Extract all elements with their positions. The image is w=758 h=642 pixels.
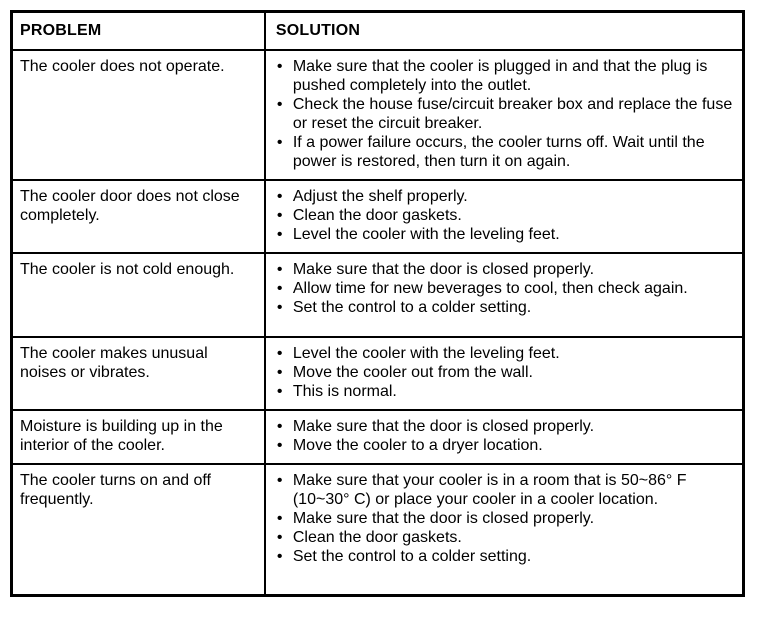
problem-text: The cooler does not operate. <box>20 58 225 75</box>
column-header-problem-label: PROBLEM <box>20 22 102 39</box>
problem-cell-content <box>13 181 264 244</box>
solution-cell-content <box>266 411 742 463</box>
solution-text: Move the cooler out from the wall. <box>292 364 533 381</box>
list-item <box>276 436 734 455</box>
solution-list <box>276 260 734 317</box>
list-item <box>276 547 734 566</box>
solution-text: Move the cooler to a dryer location. <box>292 437 543 454</box>
problem-cell <box>12 180 265 253</box>
solution-cell-content <box>266 51 742 179</box>
problem-cell <box>12 464 265 596</box>
solution-text: Level the cooler with the leveling feet. <box>292 226 560 243</box>
solution-text: Make sure that the door is closed properly. <box>292 261 595 278</box>
table-body <box>12 50 744 596</box>
solution-cell <box>265 464 744 596</box>
bullet-icon: • <box>276 226 283 243</box>
problem-cell <box>12 337 265 410</box>
solution-text: If a power failure occurs, the cooler turns off. Wait until the power is restored, then turn it on again. <box>292 134 705 170</box>
problem-text: The cooler door does not close completely. <box>20 188 240 224</box>
bullet-icon: • <box>276 510 283 527</box>
bullet-icon: • <box>276 299 283 316</box>
list-item <box>276 528 734 547</box>
table-row <box>12 180 744 253</box>
table-header-row <box>12 12 744 51</box>
list-item <box>276 279 734 298</box>
table-row <box>12 464 744 596</box>
list-item <box>276 471 734 509</box>
list-item <box>276 260 734 279</box>
bullet-icon: • <box>276 364 283 381</box>
solution-text: Level the cooler with the leveling feet. <box>292 345 560 362</box>
list-item <box>276 344 734 363</box>
solution-text: Adjust the shelf properly. <box>292 188 468 205</box>
troubleshooting-table <box>10 10 745 597</box>
list-item <box>276 509 734 528</box>
list-item <box>276 95 734 133</box>
solution-list <box>276 417 734 455</box>
solution-cell <box>265 337 744 410</box>
column-header-problem <box>12 12 265 51</box>
bullet-icon: • <box>276 345 283 362</box>
bullet-icon: • <box>276 418 283 435</box>
problem-text: Moisture is building up in the interior of the cooler. <box>20 418 223 454</box>
solution-text: Set the control to a colder setting. <box>292 548 532 565</box>
bullet-icon: • <box>276 529 283 546</box>
solution-cell <box>265 50 744 180</box>
bullet-icon: • <box>276 472 283 489</box>
solution-text: Check the house fuse/circuit breaker box and replace the fuse or reset the circuit breaker. <box>292 96 733 132</box>
list-item <box>276 206 734 225</box>
solution-cell-content <box>266 254 742 336</box>
bullet-icon: • <box>276 188 283 205</box>
table-row <box>12 253 744 337</box>
solution-cell-content <box>266 465 742 594</box>
problem-text: The cooler makes unusual noises or vibrates. <box>20 345 208 381</box>
solution-text: Make sure that the door is closed properly. <box>292 510 595 527</box>
problem-cell-content <box>13 411 264 463</box>
problem-text: The cooler turns on and off frequently. <box>20 472 211 508</box>
solution-list <box>276 471 734 566</box>
bullet-icon: • <box>276 96 283 113</box>
solution-text: Clean the door gaskets. <box>292 207 462 224</box>
table-row <box>12 410 744 464</box>
problem-cell-content <box>13 465 264 594</box>
solution-cell-content <box>266 181 742 252</box>
problem-cell <box>12 410 265 464</box>
solution-text: Make sure that your cooler is in a room that is 50~86° F (10~30° C) or place your cooler in a cooler location. <box>292 472 687 508</box>
list-item <box>276 133 734 171</box>
solution-text: Clean the door gaskets. <box>292 529 462 546</box>
column-header-solution-label: SOLUTION <box>275 22 361 39</box>
solution-list <box>276 187 734 244</box>
solution-cell <box>265 410 744 464</box>
table-row <box>12 337 744 410</box>
solution-text: Set the control to a colder setting. <box>292 299 532 316</box>
solution-text: Make sure that the door is closed properly. <box>292 418 595 435</box>
table-row <box>12 50 744 180</box>
solution-list <box>276 57 734 171</box>
problem-text: The cooler is not cold enough. <box>20 261 235 278</box>
problem-cell-content <box>13 254 264 336</box>
bullet-icon: • <box>276 383 283 400</box>
solution-text: Allow time for new beverages to cool, then check again. <box>292 280 688 297</box>
problem-cell-content <box>13 338 264 401</box>
list-item <box>276 363 734 382</box>
bullet-icon: • <box>276 437 283 454</box>
list-item <box>276 417 734 436</box>
bullet-icon: • <box>276 548 283 565</box>
list-item <box>276 225 734 244</box>
problem-cell <box>12 50 265 180</box>
solution-text: This is normal. <box>292 383 397 400</box>
problem-cell <box>12 253 265 337</box>
solution-cell <box>265 253 744 337</box>
solution-cell-content <box>266 338 742 409</box>
column-header-solution <box>265 12 744 51</box>
bullet-icon: • <box>276 207 283 224</box>
list-item <box>276 298 734 317</box>
bullet-icon: • <box>276 58 283 75</box>
list-item <box>276 382 734 401</box>
solution-text: Make sure that the cooler is plugged in and that the plug is pushed completely into the outlet. <box>292 58 708 94</box>
solution-cell <box>265 180 744 253</box>
solution-list <box>276 344 734 401</box>
list-item <box>276 187 734 206</box>
list-item <box>276 57 734 95</box>
bullet-icon: • <box>276 261 283 278</box>
problem-cell-content <box>13 51 264 177</box>
bullet-icon: • <box>276 134 283 151</box>
bullet-icon: • <box>276 280 283 297</box>
